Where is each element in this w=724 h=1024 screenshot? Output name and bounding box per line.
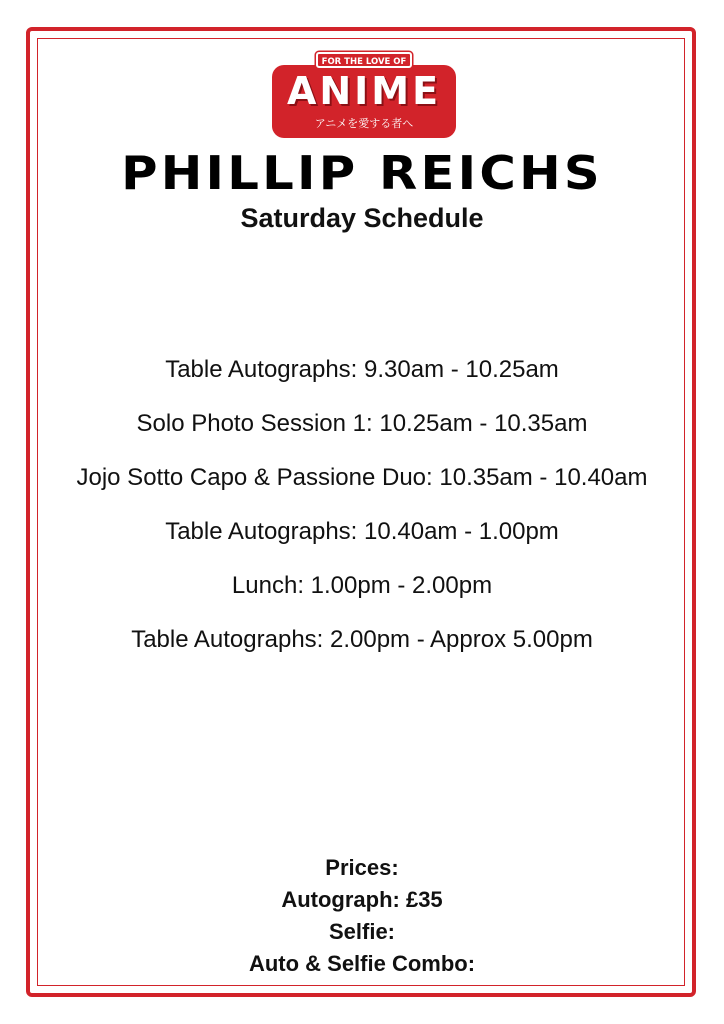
- autograph-price: Autograph: £35: [281, 887, 443, 912]
- schedule-item: Table Autographs: 9.30am - 10.25am: [165, 356, 559, 383]
- schedule-list: [40, 350, 684, 674]
- for-the-love-of-anime-logo: [272, 52, 456, 140]
- logo-japanese-text: アニメを愛する者へ: [314, 117, 414, 130]
- schedule-item: Lunch: 1.00pm - 2.00pm: [231, 572, 493, 599]
- schedule-item: Solo Photo Session 1: 10.25am - 10.35am: [136, 410, 588, 437]
- schedule-item: Table Autographs: 2.00pm - Approx 5.00pm: [131, 626, 593, 653]
- logo-red-badge: [272, 65, 456, 138]
- prices-section: [0, 852, 724, 980]
- selfie-price: Selfie:: [328, 919, 396, 944]
- combo-price: Auto & Selfie Combo:: [248, 951, 476, 976]
- prices-heading: Prices:: [325, 855, 399, 880]
- schedule-item: Jojo Sotto Capo & Passione Duo: 10.35am - 10.40am: [76, 464, 648, 491]
- schedule-subtitle: Saturday Schedule: [240, 203, 484, 233]
- logo-tagline: FOR THE LOVE OF: [316, 52, 412, 68]
- guest-name-title: PHILLIP REICHS: [121, 146, 603, 200]
- schedule-item: Table Autographs: 10.40am - 1.00pm: [165, 518, 559, 545]
- logo-wordmark: ANIME: [286, 69, 442, 113]
